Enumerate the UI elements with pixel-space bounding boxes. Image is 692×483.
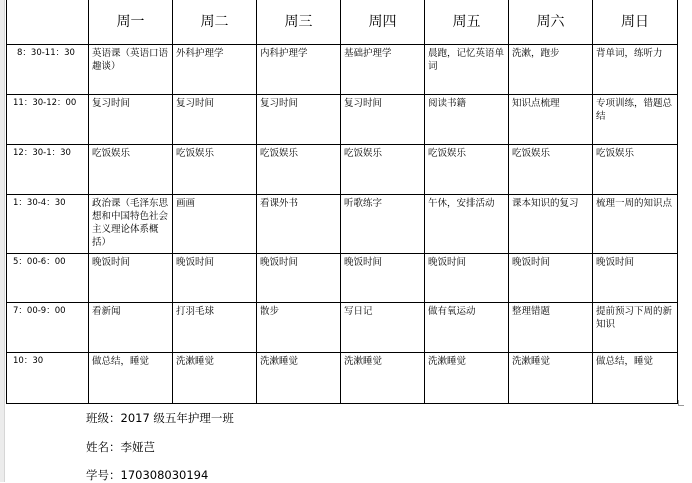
activity-cell: 晚饭时间 [593, 254, 678, 303]
activity-cell: 吃饭娱乐 [593, 145, 678, 195]
activity-cell: 晚饭时间 [173, 254, 257, 303]
activity-cell: 洗漱睡觉 [173, 353, 257, 404]
activity-cell: 洗漱睡觉 [425, 353, 509, 404]
weekly-schedule-table [6, 0, 678, 404]
student-name: 姓名：李娅芑 [86, 440, 155, 454]
activity-cell: 背单词，练听力 [593, 45, 678, 95]
activity-cell: 画画 [173, 195, 257, 254]
time-slot-cell: 10：30 [7, 353, 89, 404]
activity-cell: 内科护理学 [257, 45, 341, 95]
schedule-row [7, 303, 678, 353]
activity-cell: 外科护理学 [173, 45, 257, 95]
schedule-row [7, 195, 678, 254]
activity-cell: 知识点梳理 [509, 95, 593, 145]
page-corner-mark [678, 400, 684, 406]
day-header: 周二 [173, 0, 257, 45]
day-header: 周一 [89, 0, 173, 45]
day-header: 周三 [257, 0, 341, 45]
activity-cell: 吃饭娱乐 [509, 145, 593, 195]
activity-cell: 基础护理学 [341, 45, 425, 95]
activity-cell: 复习时间 [257, 95, 341, 145]
schedule-row [7, 145, 678, 195]
activity-cell: 复习时间 [89, 95, 173, 145]
activity-cell: 专项训练，错题总结 [593, 95, 678, 145]
time-slot-cell: 1：30-4：30 [7, 195, 89, 254]
schedule-row [7, 353, 678, 404]
activity-cell: 提前预习下周的新知识 [593, 303, 678, 353]
day-header: 周四 [341, 0, 425, 45]
activity-cell: 晚饭时间 [509, 254, 593, 303]
activity-cell: 课本知识的复习 [509, 195, 593, 254]
day-header: 周日 [593, 0, 678, 45]
activity-cell: 写日记 [341, 303, 425, 353]
activity-cell: 晚饭时间 [341, 254, 425, 303]
activity-cell: 政治课（毛泽东思想和中国特色社会主义理论体系概括） [89, 195, 173, 254]
time-slot-cell: 5：00-6：00 [7, 254, 89, 303]
activity-cell: 听歌练字 [341, 195, 425, 254]
activity-cell: 吃饭娱乐 [89, 145, 173, 195]
header-row [7, 0, 678, 45]
activity-cell: 做总结，睡觉 [593, 353, 678, 404]
activity-cell: 晨跑，记忆英语单词 [425, 45, 509, 95]
schedule-row [7, 254, 678, 303]
activity-cell: 洗漱睡觉 [257, 353, 341, 404]
day-header: 周六 [509, 0, 593, 45]
activity-cell: 洗漱睡觉 [341, 353, 425, 404]
time-slot-cell: 7：00-9：00 [7, 303, 89, 353]
activity-cell: 梳理一周的知识点 [593, 195, 678, 254]
student-id: 学号：170308030194 [86, 468, 209, 482]
activity-cell: 看课外书 [257, 195, 341, 254]
activity-cell: 晚饭时间 [257, 254, 341, 303]
activity-cell: 吃饭娱乐 [425, 145, 509, 195]
activity-cell: 散步 [257, 303, 341, 353]
activity-cell: 复习时间 [341, 95, 425, 145]
time-slot-cell: 11：30-12：00 [7, 95, 89, 145]
activity-cell: 午休，安排活动 [425, 195, 509, 254]
time-slot-cell: 8：30-11：30 [7, 45, 89, 95]
activity-cell: 吃饭娱乐 [173, 145, 257, 195]
schedule-row [7, 95, 678, 145]
schedule-row [7, 45, 678, 95]
activity-cell: 洗漱睡觉 [509, 353, 593, 404]
activity-cell: 洗漱，跑步 [509, 45, 593, 95]
activity-cell: 整理错题 [509, 303, 593, 353]
activity-cell: 打羽毛球 [173, 303, 257, 353]
activity-cell: 复习时间 [173, 95, 257, 145]
class-info: 班级：2017 级五年护理一班 [86, 411, 234, 425]
corner-cell [7, 0, 89, 45]
activity-cell: 晚饭时间 [425, 254, 509, 303]
page-margin-strip [0, 0, 5, 482]
activity-cell: 吃饭娱乐 [257, 145, 341, 195]
activity-cell: 做总结，睡觉 [89, 353, 173, 404]
activity-cell: 英语课（英语口语趣谈） [89, 45, 173, 95]
time-slot-cell: 12：30-1：30 [7, 145, 89, 195]
activity-cell: 看新闻 [89, 303, 173, 353]
activity-cell: 做有氧运动 [425, 303, 509, 353]
activity-cell: 吃饭娱乐 [341, 145, 425, 195]
activity-cell: 晚饭时间 [89, 254, 173, 303]
activity-cell: 阅读书籍 [425, 95, 509, 145]
day-header: 周五 [425, 0, 509, 45]
